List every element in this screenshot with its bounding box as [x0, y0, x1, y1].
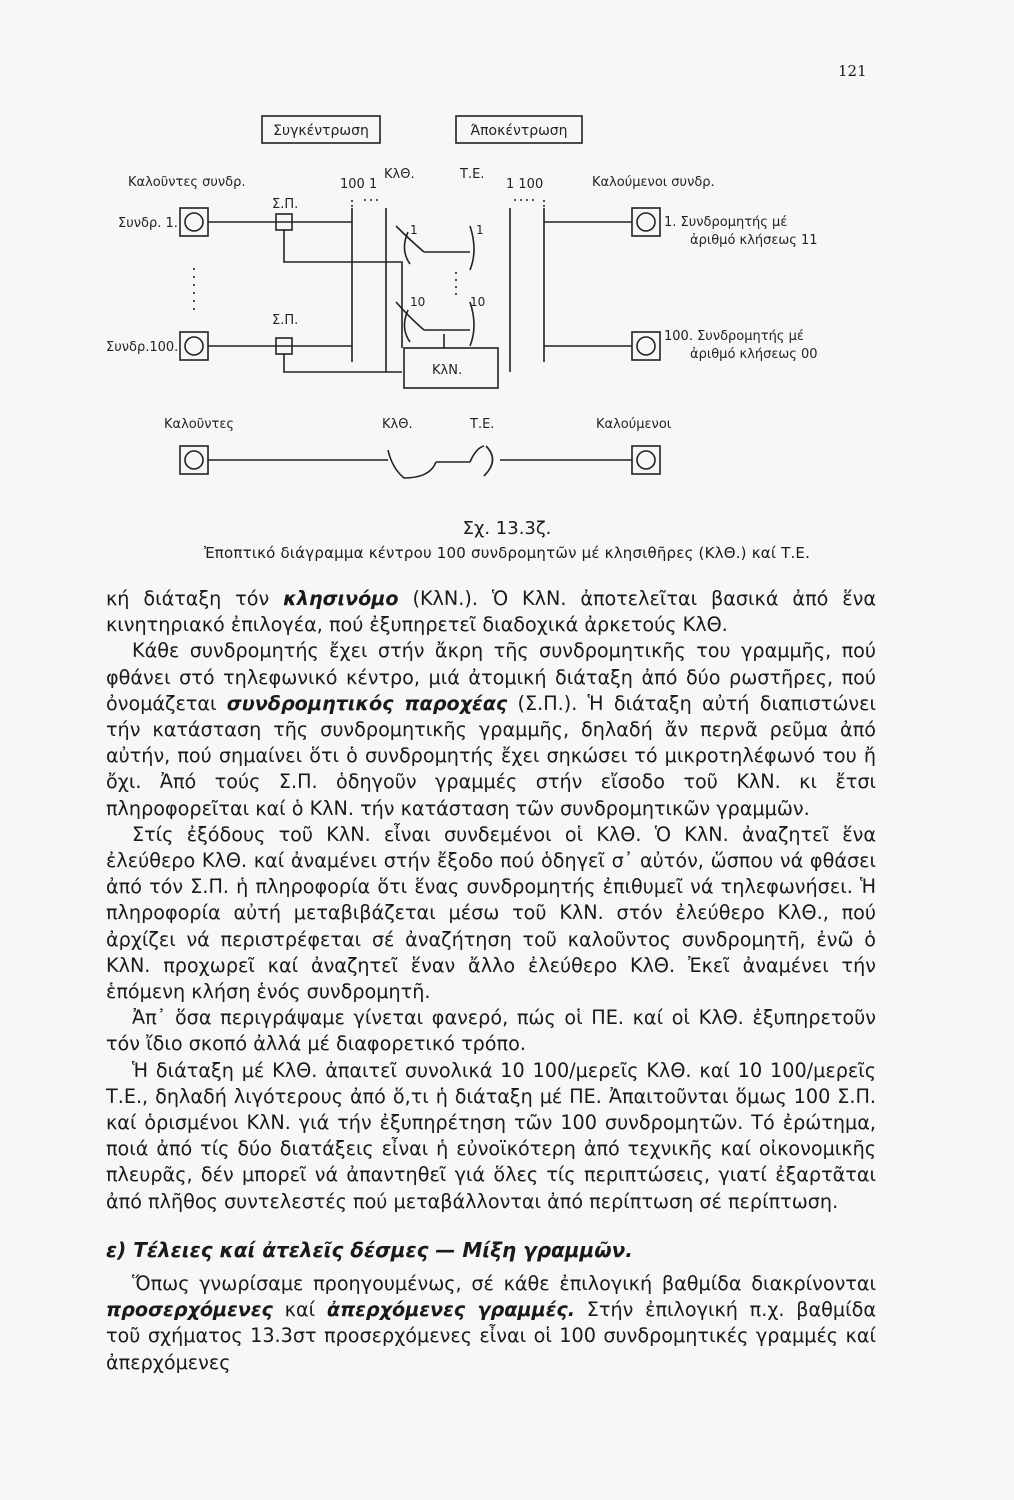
label-centralized: Συγκέντρωση: [273, 123, 369, 139]
label-num-10b: 10: [470, 295, 486, 309]
paragraph: Ἀπ᾽ ὅσα περιγράψαμε γίνεται φανερό, πώς οἱ ΠΕ. καί οἱ ΚλΘ. ἐξυπηρετοῦν τόν ἴδιο σκοπό ἀλλά μέ διαφορετικό τρόπο.: [106, 1006, 876, 1056]
label-num-1a: 1: [410, 223, 418, 237]
label-right-sub-1-line1: 1. Συνδρομητής μέ: [664, 215, 788, 230]
label-bottom-callers: Καλοῦντες: [164, 417, 235, 432]
label-right-sub-100-line2: ἀριθμό κλήσεως 00: [690, 347, 818, 362]
paragraph: Κάθε συνδρομητής ἔχει στήν ἄκρη τῆς συνδρομητικῆς του γραμμῆς, πού φθάνει στό τηλεφωνικό κέντρο, μιά ἀτομική διάταξη ἀπό δύο ρωστῆρες, πού ὀνομάζεται συνδρομητικός παροχέας (Σ.Π.). Ἡ διάταξη αὐτή διαπιστώνει τήν κατάσταση τῆς συνδρομητικῆς γραμμῆς, δηλαδή ἄν περνᾶ ρεῦμα ἀπό αὐτήν, πού σημαίνει ὅτι ὁ συνδρομητής ἔχει σηκώσει τό μικροτηλέφωνό του ἤ ὄχι. Ἀπό τούς Σ.Π. ὁδηγοῦν γραμμές στήν εἴσοδο τοῦ ΚλΝ. κι ἔτσι πληροφορεῖται καί ὁ ΚλΝ. τήν κατάσταση τῶν συνδρομητικῶν γραμμῶν.: [106, 639, 876, 820]
body-text: [106, 586, 876, 1376]
label-bottom-te: Τ.Ε.: [470, 417, 495, 432]
label-right-sub-100-line1: 100. Συνδρομητής μέ: [664, 329, 804, 344]
telephone-icon: [180, 208, 208, 236]
label-right-sub-1-line2: ἀριθμό κλήσεως 11: [690, 233, 818, 248]
emphasis-term: ἀπερχόμενες γραμμές.: [326, 1298, 576, 1322]
label-left-range: 100 1: [340, 177, 378, 192]
label-subscriber-100: Συνδρ.100.: [106, 340, 179, 355]
emphasis-term: συνδρομητικός παροχέας: [226, 691, 508, 715]
emphasis-term: προσερχόμενες: [106, 1298, 273, 1322]
emphasis-term: κλησινόμο: [283, 587, 399, 610]
label-num-1b: 1: [476, 223, 484, 237]
paragraph: κή διάταξη τόν κλησινόμο (ΚλΝ.). Ὁ ΚλΝ. ἀποτελεῖται βασικά ἀπό ἕνα κινητηριακό ἐπιλογέα, πού ἐξυπηρετεῖ διαδοχικά ἀρκετούς ΚλΘ.: [106, 587, 876, 637]
label-right-range: 1 100: [506, 177, 544, 192]
label-bottom-selector: ΚλΘ.: [382, 417, 413, 432]
label-final-selector: Τ.Ε.: [460, 167, 485, 182]
label-bottom-called: Καλούμενοι: [596, 417, 672, 432]
paragraph: Στίς ἐξόδους τοῦ ΚλΝ. εἶναι συνδεμένοι οἱ ΚλΘ. Ὁ ΚλΝ. ἀναζητεῖ ἕνα ἐλεύθερο ΚλΘ. καί ἀναμένει στήν ἔξοδο πού ὁδηγεῖ σ᾽ αὐτόν, ὥσπου νά φθάσει ἀπό τόν Σ.Π. ἡ πληροφορία ὅτι ἕνας συνδρομητής ἐπιθυμεῖ νά τηλεφωνήσει. Ἡ πληροφορία αὐτή μεταβιβάζεται μέσω τοῦ ΚλΝ. στόν ἐλεύθερο ΚλΘ., πού ἀρχίζει νά περιστρέφεται σέ ἀναζήτηση τοῦ καλοῦντος συνδρομητῆ, ἐνῶ ὁ ΚλΝ. προχωρεῖ καί ἀναζητεῖ ἕναν ἄλλο ἐλεύθερο ΚλΘ. Ἐκεῖ ἀναμένει τήν ἑπόμενη κλήση ἑνός συνδρομητῆ.: [106, 822, 876, 1004]
figure-number: Σχ. 13.3ζ.: [462, 518, 552, 539]
label-num-10a: 10: [410, 295, 426, 309]
label-sp-2: Σ.Π.: [272, 313, 299, 328]
label-subscriber-1: Συνδρ. 1.: [118, 216, 178, 231]
label-callers: Καλοῦντες συνδρ.: [128, 175, 246, 190]
section-heading: ε) Τέλειες καί ἀτελεῖς δέσμες — Μίξη γραμμῶν.: [106, 1237, 633, 1262]
figure-caption: Ἐποπτικό διάγραμμα κέντρου 100 συνδρομητῶν μέ κλησιθῆρες (ΚλΘ.) καί Τ.Ε.: [203, 544, 811, 562]
label-sp-1: Σ.Π.: [272, 197, 299, 212]
label-decentralized: Άποκέντρωση: [470, 123, 568, 139]
paragraph: Ἡ διάταξη μέ ΚλΘ. ἀπαιτεῖ συνολικά 10 100/μερεῖς ΚλΘ. καί 10 100/μερεῖς Τ.Ε., δηλαδή λιγότερους ἀπό ὅ,τι ἡ διάταξη μέ ΠΕ. Ἀπαιτοῦνται ὅμως 100 Σ.Π. καί ὁρισμένοι ΚλΝ. γιά τήν ἐξυπηρέτηση τῶν 100 συνδρομητῶν. Τό ἐρώτημα, ποιά ἀπό τίς δύο διατάξεις εἶναι ἡ εὐνοϊκότερη ἀπό τεχνικῆς καί οἰκονομικῆς πλευρᾶς, δέν μπορεῖ νά ἀπαντηθεῖ γιά ὅλες τίς περιπτώσεις, γιατί ἐξαρτᾶται ἀπό πλῆθος συντελεστές πού μεταβάλλονται ἀπό περίπτωση σέ περίπτωση.: [106, 1058, 876, 1213]
label-called: Καλούμενοι συνδρ.: [592, 175, 715, 190]
exchange-diagram: [0, 0, 1014, 520]
paragraph: Ὅπως γνωρίσαμε προηγουμένως, σέ κάθε ἐπιλογική βαθμίδα διακρίνονται προσερχόμενες καί ἀπερχόμενες γραμμές. Στήν ἐπιλογική π.χ. βαθμίδα τοῦ σχήματος 13.3στ προσερχόμενες εἶναι οἱ 100 συνδρομητικές γραμμές καί ἀπερχόμενες: [106, 1272, 876, 1374]
label-kln: ΚλΝ.: [432, 363, 463, 378]
label-selector: ΚλΘ.: [384, 167, 415, 182]
page-number: 121: [838, 62, 867, 80]
